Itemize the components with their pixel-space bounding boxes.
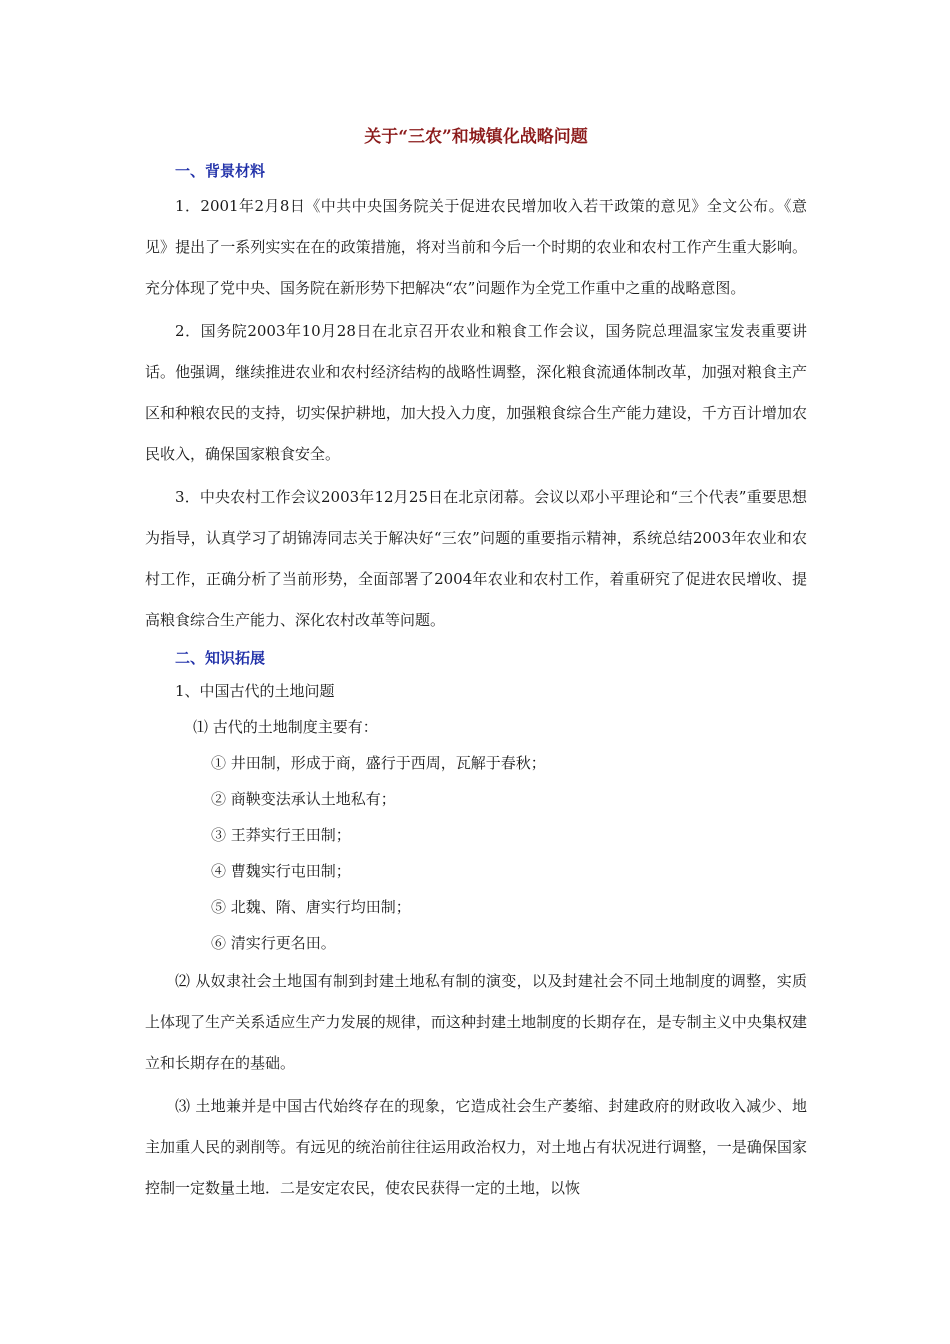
section-heading-knowledge: 二、知识拓展: [175, 649, 266, 667]
list-item: ④ 曹魏实行屯田制；: [211, 862, 351, 880]
paragraph-3: 3．中央农村工作会议2003年12月25日在北京闭幕。会议以邓小平理论和“三个代表”重要思想为指导，认真学习了胡锦涛同志关于解决好“三农”问题的重要指示精神，系统总结2003年农业和农村工作，正确分析了当前形势，全面部署了2004年农业和农村工作，着重研究了促进农民增收、提高粮食综合生产能力、深化农村改革等问题。: [145, 488, 807, 629]
subheading-land-issue: 1、中国古代的土地问题: [175, 682, 335, 700]
paragraph-1: 1．2001年2月8日《中共中央国务院关于促进农民增加收入若干政策的意见》全文公布。《意见》提出了一系列实实在在的政策措施，将对当前和今后一个时期的农业和农村工作产生重大影响。充分体现了党中央、国务院在新形势下把解决“农”问题作为全党工作重中之重的战略意图。: [145, 197, 807, 297]
list-item: ② 商鞅变法承认土地私有；: [211, 790, 396, 808]
paragraph-2: 2．国务院2003年10月28日在北京召开农业和粮食工作会议，国务院总理温家宝发表重要讲话。他强调，继续推进农业和农村经济结构的战略性调整，深化粮食流通体制改革，加强对粮食主产区和种粮农民的支持，切实保护耕地，加大投入力度，加强粮食综合生产能力建设，千方百计增加农民收入，确保国家粮食安全。: [145, 322, 807, 463]
document-title: 关于“三农”和城镇化战略问题: [364, 127, 588, 147]
point-3-paragraph: ⑶ 土地兼并是中国古代始终存在的现象，它造成社会生产萎缩、封建政府的财政收入减少、地主加重人民的剥削等。有远见的统治前往往运用政治权力，对土地占有状况进行调整，一是确保国家控制一定数量土地．二是安定农民，使农民获得一定的土地，以恢: [145, 1097, 807, 1197]
list-item: ⑤ 北魏、隋、唐实行均田制；: [211, 898, 411, 916]
list-item: ③ 王莽实行王田制；: [211, 826, 351, 844]
section-heading-background: 一、背景材料: [175, 162, 266, 180]
document-body: [145, 120, 807, 1211]
point-1-intro: ⑴ 古代的土地制度主要有：: [193, 718, 378, 736]
point-2-paragraph: ⑵ 从奴隶社会土地国有制到封建土地私有制的演变，以及封建社会不同土地制度的调整，实质上体现了生产关系适应生产力发展的规律，而这种封建土地制度的长期存在，是专制主义中央集权建立和长期存在的基础。: [145, 972, 807, 1072]
list-item: ⑥ 清实行更名田。: [211, 934, 336, 952]
list-item: ① 井田制，形成于商，盛行于西周，瓦解于春秋；: [211, 754, 546, 772]
